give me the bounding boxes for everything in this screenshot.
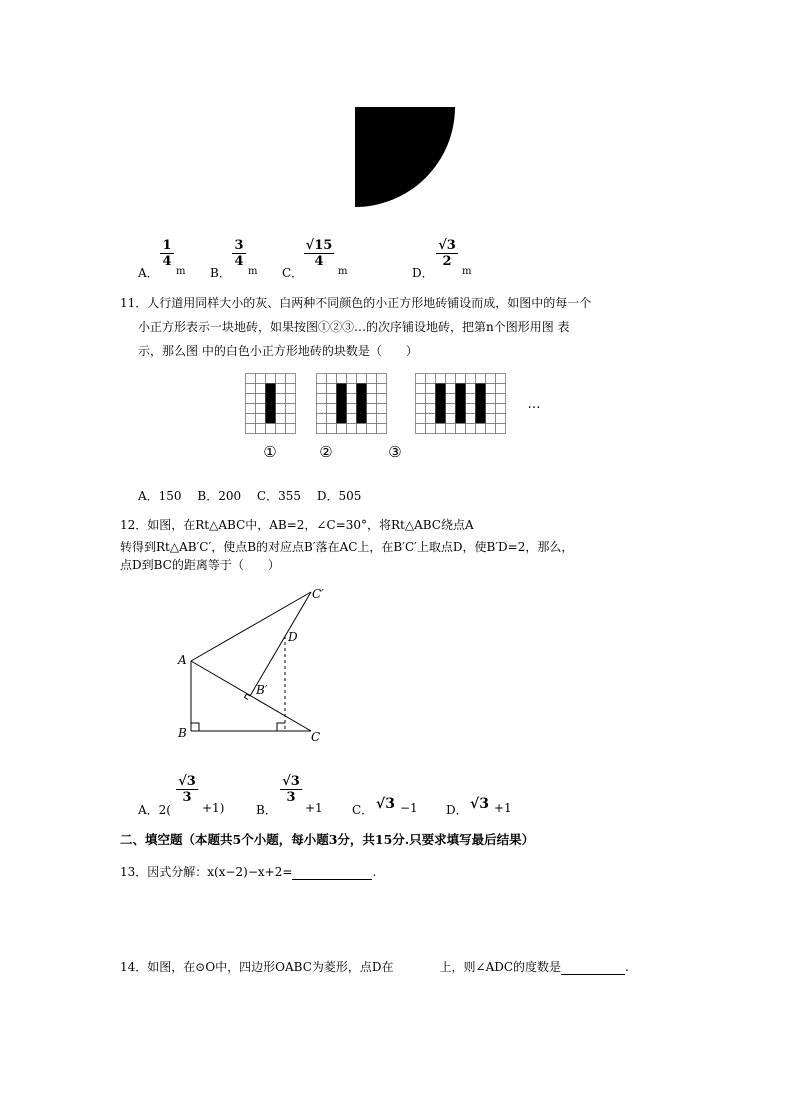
tile-cell (246, 424, 256, 434)
tile-cell (486, 394, 496, 404)
q12-line2: 转得到Rt△AB′C′，使点B的对应点B′落在AC上，在B′C′上取点D，使B′D=2，那么， (120, 540, 574, 554)
q12-option-d-label: D． (446, 803, 468, 817)
tile-cell (327, 424, 337, 434)
tile-cell (426, 394, 436, 404)
frac-den: 3 (280, 789, 302, 805)
tile-cell (317, 384, 327, 394)
frac-den: 4 (304, 253, 334, 269)
q12-option-b-post: +1 (305, 801, 323, 815)
tile-cell (286, 424, 296, 434)
q14-text-pre: 14．如图，在⊙O中，四边形OABC为菱形，点D在 (120, 960, 394, 974)
q14 (120, 958, 629, 975)
tile-grid-1 (246, 374, 296, 434)
tile-cell (256, 394, 266, 404)
tile-cell (347, 374, 357, 384)
tile-cell (496, 384, 506, 394)
tile-cell (337, 424, 347, 434)
frac-num: √15 (305, 238, 333, 253)
frac-num: √3 (178, 774, 196, 789)
tile-cell (327, 404, 337, 414)
q10-option-b-unit: m (248, 266, 258, 277)
tile-cell (286, 384, 296, 394)
tile-cell (347, 394, 357, 404)
q10-option-d-unit: m (462, 266, 472, 277)
tile-cell (367, 424, 377, 434)
frac-num: 1 (162, 238, 172, 253)
tile-cell (246, 404, 256, 414)
tile-cell (466, 394, 476, 404)
quarter-circle-figure (352, 104, 458, 210)
tile-cell (426, 424, 436, 434)
tile-cell (347, 384, 357, 394)
tile-cell (276, 414, 286, 424)
tile-cell (367, 384, 377, 394)
frac-num: √3 (438, 238, 456, 253)
tile-cell (456, 424, 466, 434)
tile-cell (446, 394, 456, 404)
q12-line3: 点D到BC的距离等于（ ） (120, 558, 280, 572)
frac-num: √3 (282, 774, 300, 789)
tile-cell (367, 414, 377, 424)
q10-option-c-label: C． (282, 266, 304, 280)
section-2-title: 二、填空题（本题共5个小题，每小题3分，共15分.只要求填写最后结果） (120, 832, 535, 847)
tile-cell (416, 414, 426, 424)
tile-cell (436, 424, 446, 434)
q12-option-c-label: C． (352, 803, 374, 817)
q12-option-d-post: +1 (494, 801, 512, 815)
frac-num: 3 (234, 238, 244, 253)
tile-cell (446, 424, 456, 434)
tile-grid-2 (317, 374, 387, 434)
point-c: C (311, 730, 321, 744)
q12-option-c-post: −1 (400, 801, 418, 815)
tile-cell (246, 374, 256, 384)
tile-cell (446, 414, 456, 424)
tile-cell (466, 404, 476, 414)
tile-black-bar (436, 384, 446, 424)
tile-cell (367, 394, 377, 404)
q12-option-c-val: √3 (376, 796, 395, 812)
q12-option-d-val: √3 (470, 796, 489, 812)
q10-option-b-frac (232, 238, 246, 269)
tile-cell (496, 394, 506, 404)
q13-end: . (372, 865, 377, 879)
point-d: D (288, 630, 298, 644)
tile-cell (466, 374, 476, 384)
tile-grid-3 (416, 374, 506, 434)
tile-cell (347, 414, 357, 424)
q13-answer-blank[interactable] (292, 867, 372, 880)
q12-option-a-pre: A．2( (138, 803, 171, 817)
fig-label-2: ② (319, 443, 333, 461)
tile-cell (377, 384, 387, 394)
tile-cell (317, 374, 327, 384)
frac-den: 4 (232, 253, 246, 269)
tile-cell (446, 374, 456, 384)
tile-cell (367, 374, 377, 384)
point-a: A (178, 653, 187, 667)
tile-cell (377, 374, 387, 384)
tile-black-bar (476, 384, 486, 424)
tile-cell (286, 414, 296, 424)
tile-cell (416, 384, 426, 394)
tile-cell (426, 374, 436, 384)
point-c-prime: C′ (312, 587, 324, 601)
q10-option-d-label: D． (412, 266, 434, 280)
tile-cell (377, 394, 387, 404)
tile-cell (446, 384, 456, 394)
tile-cell (256, 384, 266, 394)
tile-cell (377, 404, 387, 414)
tile-cell (337, 374, 347, 384)
tile-cell (347, 404, 357, 414)
tile-cell (416, 374, 426, 384)
q11-line2: 小正方形表示一块地砖，如果按图①②③…的次序铺设地砖，把第n个图形用图 表 (138, 320, 570, 334)
tile-cell (496, 374, 506, 384)
q14-end: . (625, 960, 629, 974)
tile-cell (317, 414, 327, 424)
tile-cell (486, 404, 496, 414)
q13 (120, 863, 376, 880)
tile-ellipsis: … (527, 397, 541, 412)
point-b: B (178, 726, 187, 740)
tile-cell (256, 374, 266, 384)
point-b-prime: B′ (256, 683, 268, 697)
q13-text: 13．因式分解：x(x−2)−x+2= (120, 865, 293, 879)
fig-label-1: ① (263, 443, 277, 461)
triangle-rotation-figure (170, 584, 340, 748)
tile-cell (357, 424, 367, 434)
tile-black-bar (266, 384, 276, 424)
tile-cell (426, 404, 436, 414)
q10-option-c-unit: m (338, 266, 348, 277)
tile-cell (436, 374, 446, 384)
tile-cell (496, 404, 506, 414)
tile-cell (377, 414, 387, 424)
q14-answer-blank[interactable] (561, 962, 625, 975)
tile-cell (486, 374, 496, 384)
tile-cell (246, 384, 256, 394)
tile-cell (317, 394, 327, 404)
tile-cell (327, 384, 337, 394)
tile-cell (476, 424, 486, 434)
tile-cell (456, 374, 466, 384)
tile-cell (276, 394, 286, 404)
tile-cell (367, 404, 377, 414)
tile-cell (327, 374, 337, 384)
tile-cell (327, 394, 337, 404)
tile-cell (286, 404, 296, 414)
tile-cell (466, 424, 476, 434)
tile-cell (347, 424, 357, 434)
tile-cell (357, 374, 367, 384)
q12-option-b-label: B． (256, 803, 277, 817)
tile-cell (246, 394, 256, 404)
tile-cell (486, 414, 496, 424)
frac-den: 3 (176, 789, 198, 805)
q10-option-d-frac (436, 238, 458, 269)
tile-black-bar (357, 384, 367, 424)
tile-cell (327, 414, 337, 424)
tile-cell (377, 424, 387, 434)
tile-cell (486, 424, 496, 434)
tile-cell (416, 424, 426, 434)
q10-option-c-frac (304, 238, 334, 269)
tile-cell (246, 414, 256, 424)
tile-cell (496, 424, 506, 434)
tile-cell (466, 384, 476, 394)
tile-cell (256, 414, 266, 424)
tile-cell (446, 404, 456, 414)
q10-option-b-label: B． (210, 266, 231, 280)
tile-cell (426, 384, 436, 394)
q12-option-b-frac (280, 774, 302, 805)
q11-options: A．150 B．200 C．355 D．505 (138, 489, 362, 503)
tile-cell (256, 404, 266, 414)
tile-cell (486, 384, 496, 394)
tile-cell (286, 394, 296, 404)
q11-line3: 示，那么图 中的白色小正方形地砖的块数是（ ） (138, 344, 418, 358)
tile-cell (276, 404, 286, 414)
tile-cell (416, 394, 426, 404)
q10-option-a-unit: m (176, 266, 186, 277)
tile-cell (286, 374, 296, 384)
tile-cell (276, 374, 286, 384)
tile-cell (476, 374, 486, 384)
fig-label-3: ③ (388, 443, 402, 461)
tile-pattern-figure (240, 368, 550, 464)
q10-option-a-frac (160, 238, 174, 269)
tile-cell (266, 424, 276, 434)
frac-den: 4 (160, 253, 174, 269)
tile-cell (266, 374, 276, 384)
tile-cell (256, 424, 266, 434)
frac-den: 2 (436, 253, 458, 269)
q10-option-a-label: A． (138, 266, 159, 280)
tile-cell (426, 414, 436, 424)
tile-cell (466, 414, 476, 424)
tile-cell (496, 414, 506, 424)
tile-cell (276, 384, 286, 394)
q11-line1: 11．人行道用同样大小的灰、白两种不同颜色的小正方形地砖铺设而成，如图中的每一个 (120, 296, 592, 310)
tile-cell (416, 404, 426, 414)
q14-text-mid: 上，则∠ADC的度数是 (439, 960, 562, 974)
q12-line1: 12．如图，在Rt△ABC中，AB=2，∠C=30°，将Rt△ABC绕点A (120, 518, 474, 532)
tile-cell (317, 404, 327, 414)
tile-cell (317, 424, 327, 434)
q12-option-a-frac (176, 774, 198, 805)
tile-cell (276, 424, 286, 434)
tile-black-bar (456, 384, 466, 424)
tile-black-bar (337, 384, 347, 424)
q12-option-a-post: +1) (202, 801, 225, 815)
